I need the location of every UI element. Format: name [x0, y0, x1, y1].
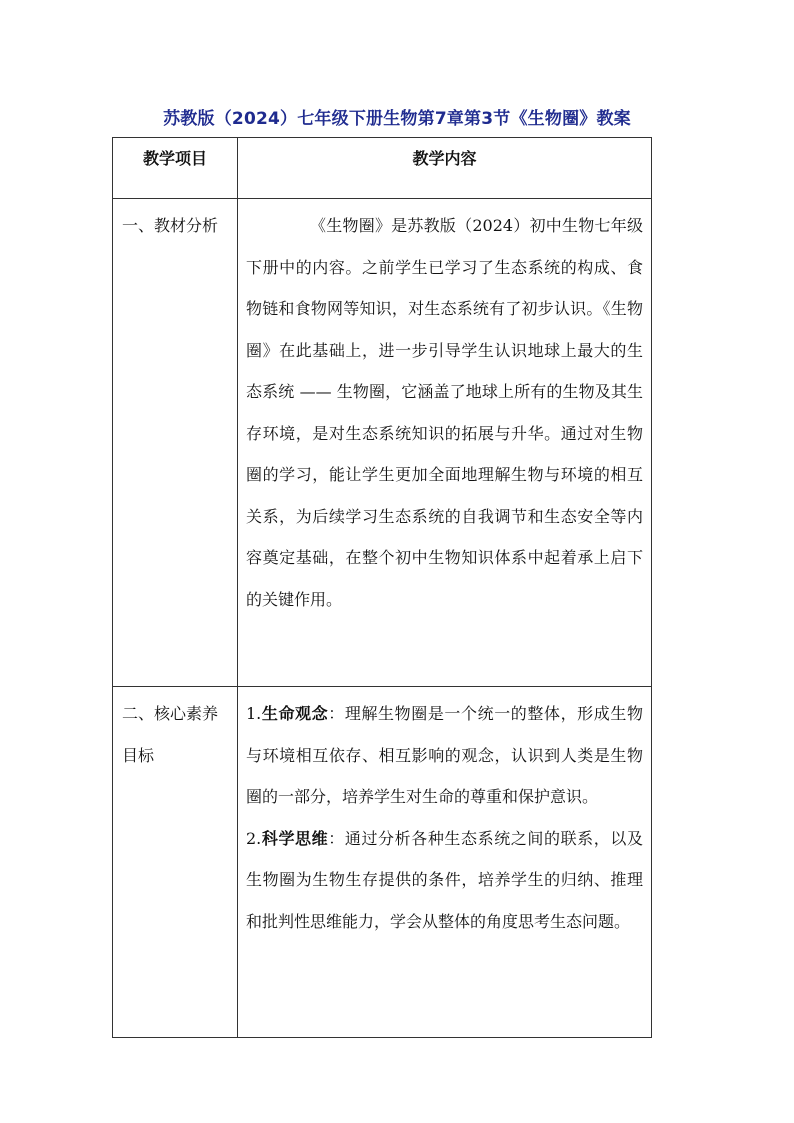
- textbook-analysis-paragraph: 《生物圈》是苏教版（2024）初中生物七年级下册中的内容。之前学生已学习了生态系统的构成、食物链和食物网等知识，对生态系统有了初步认识。《生物圈》在此基础上，进一步引导学生认识地球上最大的生态系统 —— 生物圈，它涵盖了地球上所有的生物及其生存环境，是对生态系统知识的拓展与升华。通过对生物圈的学习，能让学生更加全面地理解生物与环境的相互关系，为后续学习生态系统的自我调节和生态安全等内容奠定基础，在整个初中生物知识体系中起着承上启下的关键作用。: [246, 216, 643, 609]
- lesson-plan-table: [112, 137, 652, 1038]
- document-title: 苏教版（2024）七年级下册生物第7章第3节《生物圈》教案: [163, 109, 631, 129]
- goal-item-scientific-thinking: [246, 818, 643, 943]
- row-label-textbook-analysis: 一、教材分析: [113, 199, 238, 687]
- header-teaching-item: 教学项目: [113, 138, 238, 199]
- goal-text: ：通过分析各种生态系统之间的联系，以及生物圈为生物生存提供的条件，培养学生的归纳、推理和批判性思维能力，学会从整体的角度思考生态问题。: [246, 828, 643, 931]
- row-content-textbook-analysis: [238, 199, 652, 687]
- goal-text: ：理解生物圈是一个统一的整体，形成生物与环境相互依存、相互影响的观念，认识到人类是生物圈的一部分，培养学生对生命的尊重和保护意识。: [246, 704, 643, 806]
- table-row: [113, 199, 652, 687]
- table-header-row: [113, 138, 652, 199]
- table-row: [113, 687, 652, 1038]
- row-label-core-goals: 二、核心素养目标: [113, 687, 238, 1038]
- goal-keyword: 科学思维: [261, 828, 329, 848]
- goal-keyword: 生命观念: [261, 704, 329, 723]
- row-content-core-goals: [238, 687, 652, 1038]
- goal-number: 1.: [246, 704, 262, 723]
- goal-item-life-concept: [246, 693, 643, 818]
- header-teaching-content: 教学内容: [238, 138, 652, 199]
- goal-number: 2.: [246, 828, 262, 848]
